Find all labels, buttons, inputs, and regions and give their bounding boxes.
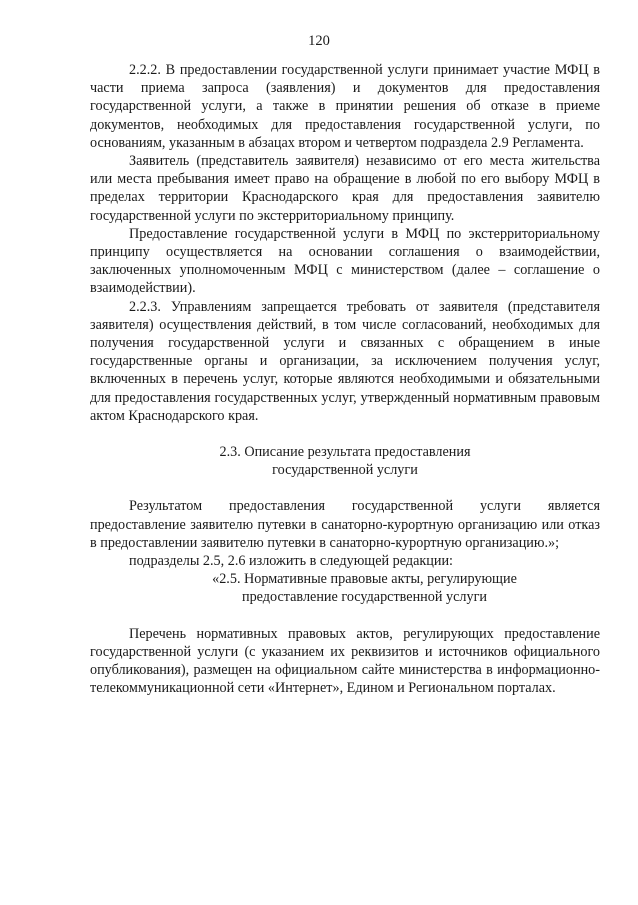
paragraph-2-2-3: 2.2.3. Управлениям запрещается требовать от заявителя (представителя заявителя) осуществления действий, в том числе согласований, необходимых для получения государственной услуги и связанных с обращением в иные государственные органы и организации, за исключением получения услуг, включенных в перечень услуг, которые являются необходимыми и обязательными для предоставления государственных услуг, утвержденный нормативным правовым актом Краснодарского края. — [90, 298, 600, 424]
paragraph-extraterritorial: Предоставление государственной услуги в МФЦ по экстерриториальному принципу осуществляется на основании соглашения о взаимодействии, заключенных уполномоченным МФЦ с министерством (далее – соглашение о взаимодействии). — [90, 225, 600, 297]
section-heading-2-3-line2: государственной услуги — [272, 462, 418, 479]
spacer — [90, 607, 600, 625]
document-body — [90, 61, 600, 698]
section-heading-2-3-line1: 2.3. Описание результата предоставления — [219, 444, 471, 461]
page-number: 120 — [308, 33, 330, 49]
paragraph-result: Результатом предоставления государственной услуги является предоставление заявителю путевки в санаторно-курортную организацию или отказ в предоставлении заявителю путевки в санаторно-курортную организацию.»; — [90, 498, 600, 551]
paragraph-legal-acts-list: Перечень нормативных правовых актов, регулирующих предоставление государственной услуги (с указанием их реквизитов и источников официального опубликования), размещен на официальном сайте министерства в информационно-телекоммуникационной сети «Интернет», Едином и Региональном порталах. — [90, 625, 600, 697]
spacer — [90, 479, 600, 497]
paragraph-applicant-right: Заявитель (представитель заявителя) независимо от его места жительства или места пребывания имеет право на обращение в любой по его выбору МФЦ в пределах территории Краснодарского края для предоставления заявителю государственной услуги по экстерриториальному принципу. — [90, 153, 600, 224]
section-heading-2-5-line1: «2.5. Нормативные правовые акты, регулирующие — [212, 571, 517, 588]
section-heading-2-5-line2: предоставление государственной услуги — [242, 589, 487, 606]
paragraph-amend-subsections: подразделы 2.5, 2.6 изложить в следующей редакции: — [129, 553, 453, 570]
spacer — [90, 425, 600, 443]
paragraph-2-2-2: 2.2.2. В предоставлении государственной услуги принимает участие МФЦ в части приема запроса (заявления) и документов для предоставления государственной услуги, а также в принятии решения об отказе в приеме документов, необходимых для предоставления государственной услуги, по основаниям, указанным в абзацах втором и четвертом подраздела 2.9 Регламента. — [90, 62, 600, 151]
